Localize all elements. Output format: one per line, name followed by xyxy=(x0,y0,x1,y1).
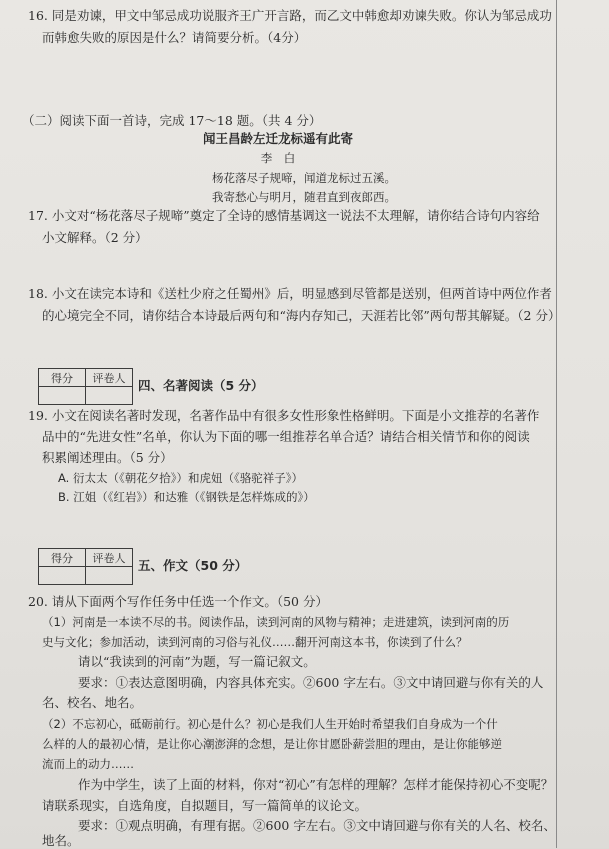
poem-line1: 杨花落尽子规啼，闻道龙标过五溪。 xyxy=(212,171,396,185)
q20-task2-line1: （2）不忘初心，砥砺前行。初心是什么？初心是我们人生开始时希望我们自身成为一个什 xyxy=(42,717,498,731)
poem-title: 闻王昌龄左迁龙标遥有此寄 xyxy=(202,131,353,146)
section4-heading: 四、名著阅读（5 分） xyxy=(138,378,264,393)
q17-line1: 17. 小文对“杨花落尽子规啼”奠定了全诗的感情基调这一说法不太理解，请你结合诗句内容给 xyxy=(28,208,540,223)
poem-author: 李 白 xyxy=(260,151,296,165)
q20-task2-line5: 请联系现实，自选角度，自拟题目，写一篇简单的议论文。 xyxy=(42,798,368,813)
score-label: 得分 xyxy=(39,369,86,387)
grader-cell[interactable] xyxy=(86,387,133,405)
q20-task2-line7: 地名。 xyxy=(42,833,80,848)
q20-task1-line4: 要求：①表达意图明确，内容具体充实。②600 字左右。③文中请回避与你有关的人 xyxy=(78,675,544,690)
q20-task1-line1: （1）河南是一本读不尽的书。阅读作品，读到河南的风物与精神；走进建筑，读到河南的历 xyxy=(42,615,510,629)
q20-task2-line4: 作为中学生，读了上面的材料，你对“初心”有怎样的理解？怎样才能保持初心不变呢？ xyxy=(78,777,554,792)
grader-cell[interactable] xyxy=(86,567,133,585)
section5-heading: 五、作文（50 分） xyxy=(138,558,248,573)
q18-line1: 18. 小文在读完本诗和《送杜少府之任蜀州》后，明显感到尽管都是送别，但两首诗中两位作者 xyxy=(28,286,552,301)
q19-option-b: B. 江姐（《红岩》）和达雅（《钢铁是怎样炼成的》） xyxy=(58,490,315,504)
grader-label: 评卷人 xyxy=(86,549,133,567)
grader-label: 评卷人 xyxy=(86,369,133,387)
q20-task1-line5: 名、校名、地名。 xyxy=(42,695,143,710)
right-margin-rule xyxy=(556,0,557,848)
q20-task2-line6: 要求：①观点明确，有理有据。②600 字左右。③文中请回避与你有关的人名、校名、 xyxy=(78,818,556,833)
q20-intro: 20. 请从下面两个写作任务中任选一个作文。（50 分） xyxy=(28,594,328,609)
q19-line1: 19. 小文在阅读名著时发现，名著作品中有很多女性形象性格鲜明。下面是小文推荐的名著作 xyxy=(28,408,540,423)
q20-task1-line2: 史与文化；参加活动，读到河南的习俗与礼仪……翻开河南这本书，你读到了什么？ xyxy=(42,635,468,649)
q19-line3: 积累阐述理由。（5 分） xyxy=(42,450,173,465)
q20-task1-line3: 请以“我读到的河南”为题，写一篇记叙文。 xyxy=(78,654,316,669)
q20-task2-line2: 么样的人的最初心情，是让你心潮澎湃的念想，是让你甘愿卧薪尝胆的理由，是让你能够逆 xyxy=(42,737,502,751)
q19-option-a: A. 衍太太（《朝花夕拾》）和虎妞（《骆驼祥子》） xyxy=(58,471,303,485)
q17-line2: 小文解释。（2 分） xyxy=(42,230,148,245)
score-box-section4 xyxy=(38,368,133,405)
score-label: 得分 xyxy=(39,549,86,567)
poem-line2: 我寄愁心与明月，随君直到夜郎西。 xyxy=(212,190,396,204)
score-cell[interactable] xyxy=(39,567,86,585)
part2-heading: （二）阅读下面一首诗，完成 17～18 题。（共 4 分） xyxy=(22,113,322,128)
q16-line1: 16. 同是劝谏，甲文中邹忌成功说服齐王广开言路，而乙文中韩愈却劝谏失败。你认为邹忌成功 xyxy=(28,8,552,23)
q16-line2: 而韩愈失败的原因是什么？请简要分析。（4分） xyxy=(42,30,307,45)
q19-line2: 品中的“先进女性”名单，你认为下面的哪一组推荐名单合适？请结合相关情节和你的阅读 xyxy=(42,429,530,444)
q18-line2: 的心境完全不同，请你结合本诗最后两句和“海内存知己，天涯若比邻”两句帮其解疑。（2 分） xyxy=(42,308,561,323)
score-box-section5 xyxy=(38,548,133,585)
score-cell[interactable] xyxy=(39,387,86,405)
q20-task2-line3: 流而上的动力…… xyxy=(42,757,134,771)
